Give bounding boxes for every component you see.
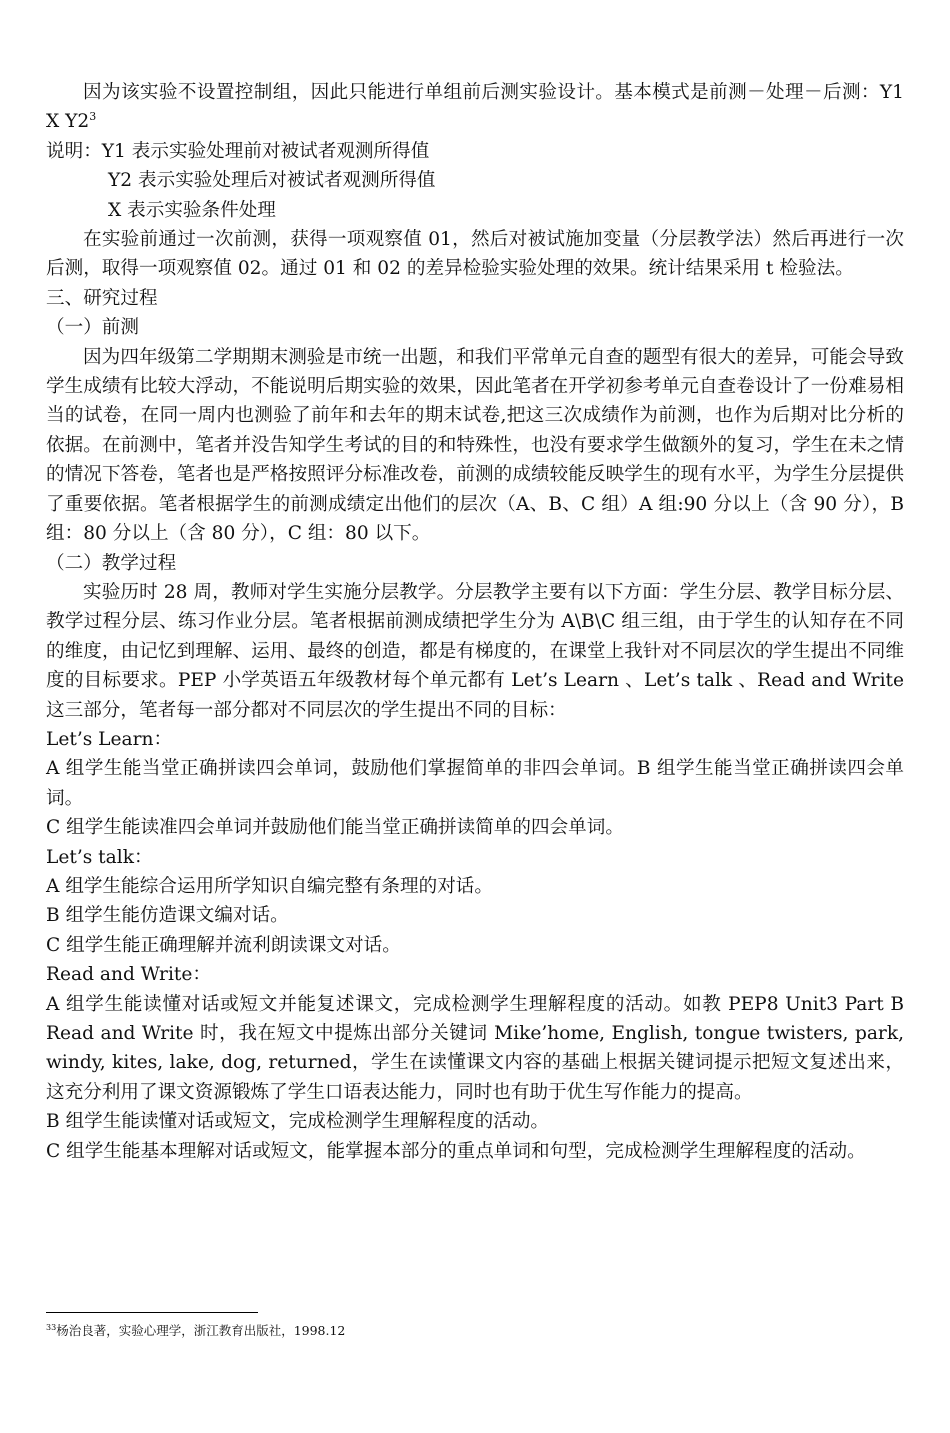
footnote	[46, 1322, 904, 1340]
footnote-mark: 33	[46, 1322, 57, 1332]
paragraph-teaching-process: 实验历时 28 周，教师对学生实施分层教学。分层教学主要有以下方面：学生分层、教学目标分层、教学过程分层、练习作业分层。笔者根据前测成绩把学生分为 A\B\C 组三组，由于学生的认知存在不同的维度，由记忆到理解、运用、最终的创造，都是有梯度的，在课堂上我针对不同层次的学生提出不同维度的目标要求。PEP 小学英语五年级教材每个单元都有 Let’s Learn 、Let’s talk 、Read and Write 这三部分，笔者每一部分都对不同层次的学生提出不同的目标：	[46, 581, 904, 721]
paragraph-legend-title: 说明：Y1 表示实验处理前对被试者观测所得值	[46, 140, 430, 162]
label-read-and-write: Read and Write：	[46, 964, 211, 986]
document-body	[46, 78, 904, 1166]
paragraph-learn-group-c: C 组学生能读准四会单词并鼓励他们能当堂正确拼读简单的四会单词。	[46, 817, 624, 839]
section-heading-research-process: 三、研究过程	[46, 287, 158, 309]
paragraph-pretest-details: 因为四年级第二学期期末测验是市统一出题，和我们平常单元自查的题型有很大的差异，可能会导致学生成绩有比较大浮动，不能说明后期实验的效果，因此笔者在开学初参考单元自查卷设计了一份难易相当的试卷，在同一周内也测验了前年和去年的期末试卷,把这三次成绩作为前测，也作为后期对比分析的依据。在前测中，笔者并没告知学生考试的目的和特殊性，也没有要求学生做额外的复习，学生在未之情的情况下答卷，笔者也是严格按照评分标准改卷，前测的成绩较能反映学生的现有水平，为学生分层提供了重要依据。笔者根据学生的前测成绩定出他们的层次（A、B、C 组）A 组:90 分以上（含 90 分），B 组：80 分以上（含 80 分），C 组：80 以下。	[46, 346, 904, 545]
paragraph-read-group-c: C 组学生能基本理解对话或短文，能掌握本部分的重点单词和句型，完成检测学生理解程度的活动。	[46, 1140, 866, 1162]
paragraph-legend-x: X 表示实验条件处理	[108, 199, 276, 221]
subsection-heading-teaching-process: （二）教学过程	[46, 552, 177, 574]
paragraph-talk-group-a: A 组学生能综合运用所学知识自编完整有条理的对话。	[46, 875, 493, 897]
footnote-text: 杨治良著，实验心理学，浙江教育出版社，1998.12	[56, 1323, 346, 1338]
footnote-ref: 3	[89, 110, 97, 124]
paragraph-design-intro	[46, 78, 904, 137]
paragraph-read-group-b: B 组学生能读懂对话或短文，完成检测学生理解程度的活动。	[46, 1111, 550, 1133]
label-lets-talk: Let’s talk：	[46, 846, 153, 868]
paragraph-learn-group-a-b: A 组学生能当堂正确拼读四会单词，鼓励他们掌握简单的非四会单词。B 组学生能当堂正确拼读四会单词。	[46, 758, 904, 809]
paragraph-pretest-method: 在实验前通过一次前测，获得一项观察值 01，然后对被试施加变量（分层教学法）然后再进行一次后测，取得一项观察值 02。通过 01 和 02 的差异检验实验处理的效果。统计结果采用 t 检验法。	[46, 229, 904, 280]
paragraph-text: 因为该实验不设置控制组，因此只能进行单组前后测实验设计。基本模式是前测－处理－后测：Y1 X Y2	[46, 82, 904, 133]
label-lets-learn: Let’s Learn：	[46, 728, 173, 750]
paragraph-legend-y2: Y2 表示实验处理后对被试者观测所得值	[108, 170, 436, 192]
footnote-divider	[46, 1312, 258, 1313]
paragraph-talk-group-b: B 组学生能仿造课文编对话。	[46, 905, 289, 927]
paragraph-read-group-a: A 组学生能读懂对话或短文并能复述课文，完成检测学生理解程度的活动。如教 PEP8 Unit3 Part B Read and Write 时，我在短文中提炼出部分关键词 Mike’home, English, tongue twisters, park, windy, kites, lake, dog, returned，学生在读懂课文内容的基础上根据关键词提示把短文复述出来，这充分利用了课文资源锻炼了学生口语表达能力，同时也有助于优生写作能力的提高。	[46, 993, 904, 1103]
subsection-heading-pretest: （一）前测	[46, 317, 139, 339]
paragraph-talk-group-c: C 组学生能正确理解并流利朗读课文对话。	[46, 934, 401, 956]
